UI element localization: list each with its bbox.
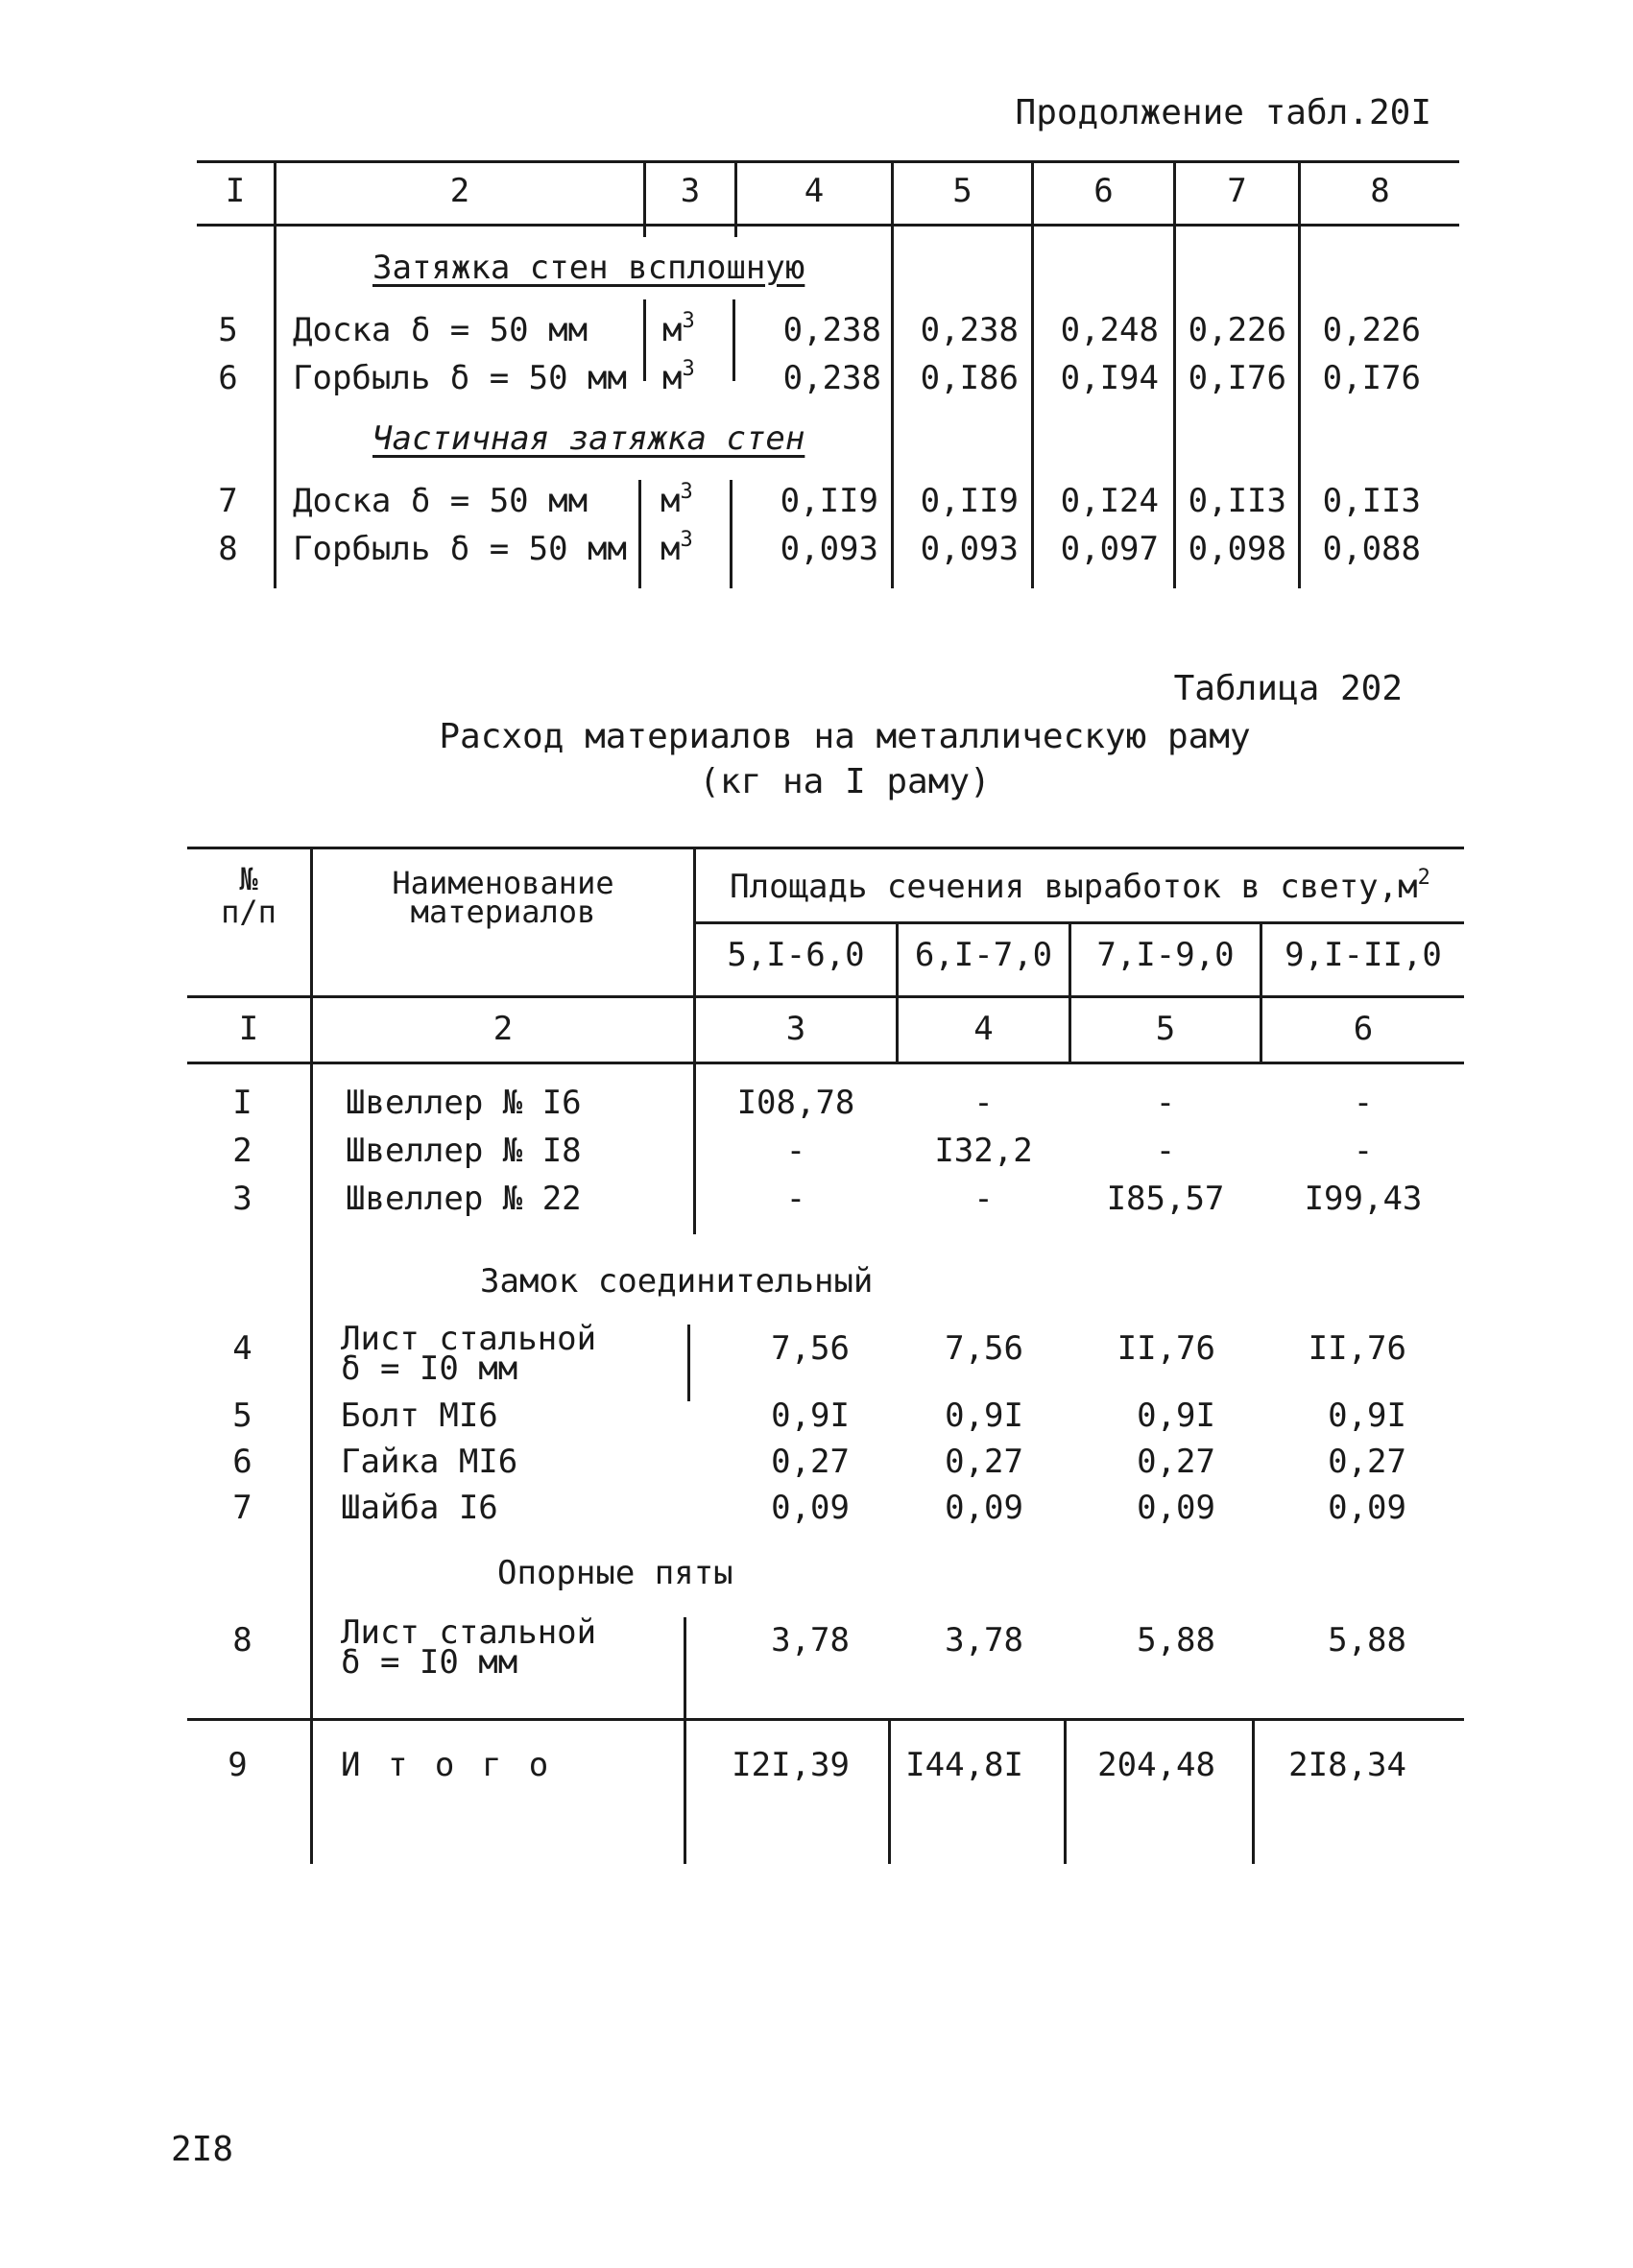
t201-vline — [638, 480, 641, 588]
t202-row-name: Гайка MI6 — [341, 1443, 518, 1481]
t202-row-number: 3 — [232, 1180, 252, 1218]
t202-section-supports: Опорные пяты — [497, 1554, 733, 1592]
t202-row-name: Лист стальной δ = I0 мм — [341, 1613, 597, 1682]
t202-col-number: 6 — [1353, 1010, 1374, 1048]
t202-section-lock: Замок соединительный — [480, 1262, 874, 1301]
t201-row-name: Доска δ = 50 мм — [293, 311, 588, 349]
t202-row-value: 0,9I — [771, 1397, 850, 1435]
t202-row-name: Швеллер № I6 — [346, 1084, 582, 1122]
t201-row-value: 0,II9 — [780, 482, 878, 520]
t202-row-value: 7,56 — [771, 1329, 850, 1368]
t202-total-label: И т о г о — [341, 1746, 553, 1784]
t202-row-value: - — [785, 1132, 806, 1170]
t202-row-value: 0,27 — [945, 1443, 1023, 1481]
t201-header-5: 5 — [952, 172, 973, 210]
t202-vline — [1252, 1718, 1255, 1864]
t201-header-6: 6 — [1093, 172, 1114, 210]
t201-row-value: 0,I94 — [1060, 359, 1159, 397]
t201-header-1: I — [225, 172, 246, 210]
t201-row-name: Доска δ = 50 мм — [293, 482, 588, 520]
t201-row-value: 0,I76 — [1188, 359, 1286, 397]
t202-row-number: 2 — [232, 1132, 252, 1170]
t201-row-value: 0,226 — [1322, 311, 1421, 349]
page-number: 2I8 — [171, 2130, 234, 2169]
t201-row-value: 0,097 — [1060, 530, 1159, 568]
t202-row-value: 0,09 — [1137, 1489, 1215, 1527]
t202-row-name: Лист стальной δ = I0 мм — [341, 1320, 597, 1388]
t202-top-rule — [187, 847, 1464, 849]
t202-header-range: 5,I-6,0 — [727, 936, 865, 974]
t202-subtitle: (кг на I раму) — [699, 762, 991, 801]
t202-row-value: - — [1155, 1084, 1176, 1122]
t202-row-value: 5,88 — [1328, 1621, 1406, 1659]
t202-row-value: 0,9I — [1137, 1397, 1215, 1435]
t202-row-value: - — [1155, 1132, 1176, 1170]
t202-row-value: 3,78 — [771, 1621, 850, 1659]
t202-col-number: 3 — [785, 1010, 806, 1048]
t201-row-number: 7 — [218, 482, 238, 520]
t201-row-value: 0,088 — [1322, 530, 1421, 568]
t201-row-value: 0,I24 — [1060, 482, 1159, 520]
t201-row-value: 0,226 — [1188, 311, 1286, 349]
t202-vline — [310, 847, 313, 1864]
t201-row-value: 0,II9 — [920, 482, 1019, 520]
t201-vline — [732, 299, 735, 381]
t202-row-number: 5 — [232, 1397, 252, 1435]
t202-row-value: 3,78 — [945, 1621, 1023, 1659]
t202-row-name: Швеллер № 22 — [346, 1180, 582, 1218]
t202-row-value: 0,27 — [1137, 1443, 1215, 1481]
t201-row-value: 0,098 — [1188, 530, 1286, 568]
t201-header-rule — [197, 224, 1459, 227]
t201-row-unit: $м^3$ — [660, 528, 693, 568]
t202-row-number: I — [232, 1084, 252, 1122]
t202-total-value: I44,8I — [905, 1746, 1023, 1784]
t202-row-value: 0,9I — [945, 1397, 1023, 1435]
t201-row-value: 0,II3 — [1322, 482, 1421, 520]
t201-header-8: 8 — [1370, 172, 1390, 210]
t201-header-2: 2 — [449, 172, 470, 210]
t202-row-value: - — [1353, 1132, 1374, 1170]
t201-vline — [274, 160, 276, 588]
t202-vline — [687, 1325, 690, 1401]
t202-row-value: - — [1353, 1084, 1374, 1122]
t202-col-number: 4 — [973, 1010, 994, 1048]
t202-header-name: Наименование материалов — [392, 865, 614, 931]
t202-row-name: Шайба I6 — [341, 1489, 498, 1527]
t202-header-rule — [187, 995, 1464, 998]
t201-row-name: Горбыль δ = 50 мм — [293, 359, 627, 397]
t201-vline — [730, 480, 732, 588]
t202-row-value: - — [785, 1180, 806, 1218]
t202-row-value: II,76 — [1117, 1329, 1215, 1368]
t201-row-number: 6 — [218, 359, 238, 397]
t202-row-value: I08,78 — [736, 1084, 855, 1122]
t202-row-number: 7 — [232, 1489, 252, 1527]
t202-row-number: 9 — [228, 1746, 248, 1784]
t202-row-value: 0,27 — [1328, 1443, 1406, 1481]
t201-row-unit: $м^3$ — [662, 357, 695, 397]
t201-row-value: 0,093 — [780, 530, 878, 568]
t202-vline — [1064, 1718, 1067, 1864]
t201-row-value: 0,238 — [920, 311, 1019, 349]
t202-row-value: 0,27 — [771, 1443, 850, 1481]
t201-row-value: 0,I86 — [920, 359, 1019, 397]
t201-row-value: 0,248 — [1060, 311, 1159, 349]
t202-numbers-rule — [187, 1062, 1464, 1064]
t202-header-range: 6,I-7,0 — [914, 936, 1053, 974]
t202-row-number: 8 — [232, 1621, 252, 1659]
t201-section-partial-lagging: Частичная затяжка стен — [372, 419, 805, 458]
t201-row-value: 0,238 — [782, 359, 881, 397]
t202-col-number: 5 — [1155, 1010, 1176, 1048]
t202-total-rule — [187, 1718, 1464, 1721]
t201-row-value: 0,238 — [782, 311, 881, 349]
t202-vline — [684, 1617, 686, 1864]
t202-vline — [888, 1718, 891, 1864]
t201-vline — [643, 299, 646, 381]
t202-header-number: № п/п — [221, 861, 276, 930]
t202-row-value: 5,88 — [1137, 1621, 1215, 1659]
t201-top-rule — [197, 160, 1459, 163]
t201-row-unit: $м^3$ — [660, 480, 693, 520]
t202-header-range: 9,I-II,0 — [1285, 936, 1442, 974]
t202-row-name: Болт MI6 — [341, 1397, 498, 1435]
t202-col-number: 2 — [492, 1010, 514, 1048]
t202-header-area: Площадь сечения выработок в $свету,м^2$ — [730, 866, 1430, 906]
t202-row-number: 6 — [232, 1443, 252, 1481]
t201-row-number: 8 — [218, 530, 238, 568]
t202-row-value: 7,56 — [945, 1329, 1023, 1368]
t201-row-value: 0,I76 — [1322, 359, 1421, 397]
t201-row-unit: $м^3$ — [662, 309, 695, 349]
t201-header-3: 3 — [680, 172, 701, 210]
t202-row-value: 0,09 — [771, 1489, 850, 1527]
t202-subheader-rule — [694, 921, 1464, 924]
t202-title: Расход материалов на металлическую раму — [439, 717, 1251, 756]
t202-row-value: - — [973, 1180, 994, 1218]
t202-row-value: I85,57 — [1106, 1180, 1225, 1218]
t201-row-number: 5 — [218, 311, 238, 349]
t201-header-7: 7 — [1227, 172, 1247, 210]
t202-col-number: I — [238, 1010, 259, 1048]
t202-row-value: 0,9I — [1328, 1397, 1406, 1435]
t202-row-value: - — [973, 1084, 994, 1122]
t202-row-value: 0,09 — [1328, 1489, 1406, 1527]
t201-section-full-lagging: Затяжка стен вcплошную — [372, 249, 805, 287]
t202-row-value: II,76 — [1308, 1329, 1406, 1368]
t202-label: Таблица 202 — [1173, 669, 1403, 708]
t202-total-value: 204,48 — [1097, 1746, 1215, 1784]
t202-row-value: 0,09 — [945, 1489, 1023, 1527]
continuation-caption: Продолжение табл.20I — [1015, 93, 1431, 132]
t201-row-name: Горбыль δ = 50 мм — [293, 530, 627, 568]
t202-row-value: I99,43 — [1304, 1180, 1423, 1218]
t202-row-number: 4 — [232, 1329, 252, 1368]
t202-header-range: 7,I-9,0 — [1096, 936, 1235, 974]
t202-row-name: Швеллер № I8 — [346, 1132, 582, 1170]
t202-total-value: 2I8,34 — [1288, 1746, 1406, 1784]
t201-row-value: 0,II3 — [1188, 482, 1286, 520]
t202-total-value: I2I,39 — [732, 1746, 850, 1784]
t202-row-value: I32,2 — [934, 1132, 1033, 1170]
t201-header-4: 4 — [804, 172, 825, 210]
t201-row-value: 0,093 — [920, 530, 1019, 568]
